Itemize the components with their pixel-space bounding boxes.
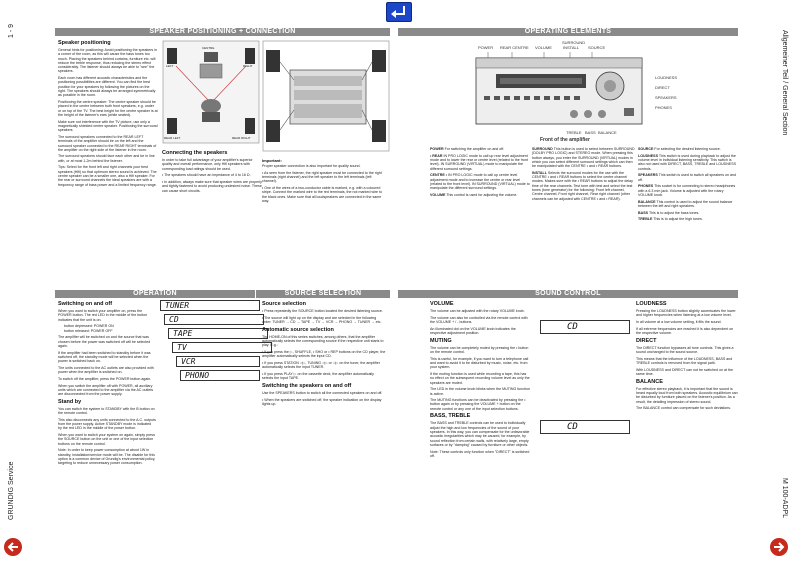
display-tape: TAPE <box>168 328 268 339</box>
previous-page-button[interactable] <box>4 538 22 556</box>
switch-paragraph: To switch off the amplifier, press the POWER button again. <box>58 376 152 381</box>
next-page-button[interactable] <box>770 538 788 556</box>
control-text: This is to adjust the bass tones. <box>648 210 700 215</box>
bass-treble-heading: BASS, TREBLE <box>430 413 471 420</box>
speaker-banner: SPEAKER POSITIONING + CONNECTION <box>55 28 390 36</box>
auto-paragraph: The HOME-ON of this series switches, among others, that the amplifier automatically selects the corresponding source if the respective unit starts to play. E.g.: <box>262 334 384 348</box>
controls-column-3 <box>638 147 738 277</box>
loudness-paragraph: If all extreme frequencies are reached it is also dependent on the respective volume. <box>636 326 734 335</box>
side-label-direct: DIRECT <box>655 85 670 90</box>
operating-banner: OPERATING ELEMENTS <box>398 28 738 36</box>
top-label-power: POWER <box>478 45 494 50</box>
control-text: This switch is used to switch all speakers on and off. <box>638 173 737 182</box>
connecting-speakers-column <box>162 148 262 228</box>
balance-heading: BALANCE <box>636 378 663 385</box>
speaker-paragraph: The surround speakers connected to the REAR LEFT terminals of the amplifier should be on the left and the surround speaker connected to the REAR RIGHT terminals of the amplifier on the right side of the listener in the room. <box>58 134 157 152</box>
operation-column <box>58 299 156 534</box>
control-name: BASS <box>638 210 648 215</box>
auto-paragraph: • If you press STATION ◁▷, TUNING ◁▷ or ◁▷ on the tuner, the amplifier automatically selects the input TUNER. <box>262 360 380 370</box>
left-page-number: 1 - 9 <box>8 23 15 38</box>
bass-paragraph: The BASS and TREBLE controls can be used to individually adjust the high and low frequencies of the sound of your speakers. In this way, you can compensate for the unfavorable acoustic irregularities which may be caused, for example, by sound reflection from certain walls, with relatively large, empty surfaces or by "damping" caused by furniture or other objects. <box>430 421 530 447</box>
figure-label-left: LEFT <box>166 64 174 68</box>
switch-paragraph: button depressed: POWER ON <box>64 324 114 329</box>
connecting-paragraph: • In addition, always make sure that speaker wires are properly and tightly fastened to avoid producing undesired noise. These can cause short circuits. <box>162 179 262 193</box>
auto-paragraph: • If you press PLAY ▷ on the cassette deck, the amplifier automatically selects the input TAPE. <box>262 371 374 381</box>
control-text: For switching the amplifier on and off. <box>444 147 505 151</box>
control-text: IN PRO LOGIC mode to call up rear level adjustment mode and to lower the rear or centre level (related to the front level). IN SURROUND (VIRTUAL) mode to manipulate the different surround settings. <box>430 153 528 171</box>
control-text: IN PRO LOGIC mode to call up centre level adjustment mode and to increase the centre or rear level (related to the front level). IN SURROUND (VIRTUAL) mode to manipulate the different surround settings. <box>430 173 530 191</box>
right-vertical-title: Allgemeiner Teil / General Section <box>781 30 788 136</box>
top-label-install: INSTALL <box>563 45 579 50</box>
front-caption: Front of the amplifier <box>540 137 590 143</box>
sound-display-left: CD <box>540 320 630 334</box>
important-paragraph: Proper speaker connection is also important for quality sound. <box>262 164 361 168</box>
speaker-paragraph: The surround speakers should face each other and be in line with, or at most 1-2m behind the listener. <box>58 154 155 163</box>
controls-column-1 <box>430 147 530 277</box>
auto-paragraph: • If you press the ▷, SHUFFLE, • SHO or • REP buttons on the CD player, the amplifier automatically selects the input CD. <box>262 349 386 359</box>
switch-paragraph: When you want to switch your amplifier on, press the POWER button. The red LED in the middle of the button indicates that the unit is on. <box>58 309 148 322</box>
direct-paragraph: With LOUDNESS and DIRECT can not be switched on at the same time. <box>636 367 734 376</box>
display-phono: PHONO <box>180 370 260 381</box>
source-heading: Source selection <box>262 301 307 307</box>
balance-paragraph: For effective stereo playback, it is important that the sound is heard equally loud from both speakers. Acoustic equilibrium can be disturbed by furniture placed on the listener's position. As a result, the detailing impression of stereo sound. <box>636 386 738 404</box>
speakers-paragraph: • When the speakers are switched off, the speaker indication on the display lights up. <box>262 397 382 406</box>
figure-label-right: RIGHT <box>243 64 253 68</box>
balance-paragraph: The BALANCE control can compensate for such deviations. <box>636 406 732 411</box>
important-column <box>262 156 386 236</box>
back-button[interactable] <box>386 2 412 22</box>
muting-paragraph: This is useful, for example, if you want to turn a telephone call and want to avoid it to be disturbed by music, noise, etc. from your system. <box>430 356 529 370</box>
right-footer: M 100-ADPL <box>781 478 788 519</box>
control-name: TREBLE <box>638 217 653 222</box>
volume-paragraph: An illuminated dot on the VOLUME knob indicates the respective adjustment position. <box>430 326 516 335</box>
bottom-label-treble: TREBLE <box>566 130 582 135</box>
control-name: SPEAKERS <box>638 173 658 178</box>
return-arrow-icon <box>387 3 411 21</box>
control-text: This is to adjust the high tones. <box>653 217 703 222</box>
sound-banner: SOUND CONTROL <box>398 290 738 298</box>
control-name: • REAR <box>430 153 443 158</box>
volume-paragraph: The volume can also be controlled via the remote control with the VOLUME + / - buttons. <box>430 315 528 324</box>
figure-label-rear-right: REAR RIGHT <box>232 136 251 140</box>
side-label-speakers: SPEAKERS <box>655 95 677 100</box>
important-paragraph: • One of the wires of a two-conductor cable is marked, e.g. with a coloured stripe. Connect the marked wire to the red terminals, the not marked wire to the black ones. Make sure that all loudspeakers are connected in the same way. <box>262 185 383 203</box>
operation-banner: OPERATION <box>55 290 255 298</box>
display-tuner: TUNER <box>160 300 260 311</box>
speaker-positioning-column <box>58 38 158 278</box>
control-text: This socket is for connecting to stereo headphones with a 6.3 mm jack. Volume is adjusted with the rotary VOLUME knob. <box>638 184 736 197</box>
control-name: SOURCE <box>638 147 654 151</box>
important-paragraph: • As seen from the listener, the right speaker must be connected to the right terminals (right channel) and the left speaker to the left terminals (left channel). <box>262 170 382 184</box>
control-text: For selecting the desired listening source. <box>654 147 721 151</box>
switch-paragraph: When you switch the amplifier off with POWER, all auxiliary units which are connected to the amplifier via the AC outlets are disconnected from the power supply. <box>58 383 154 397</box>
control-name: CENTRE • <box>430 173 448 178</box>
connecting-paragraph: • The speakers should have an impedance of 4 to 16 Ω. <box>162 173 251 178</box>
sound-right-column <box>636 299 738 534</box>
direct-paragraph: The DIRECT function bypasses all tone controls. This gives a sound unchanged to the sound source. <box>636 345 734 354</box>
control-name: PHONES <box>638 184 654 189</box>
control-text: This control is used for adjusting the volume. <box>446 192 518 197</box>
switch-paragraph: The units connected to the AC outlets are also provided with power when the amplifier is switched on. <box>58 365 154 375</box>
figure-label-rear-left: REAR LEFT <box>164 136 181 140</box>
display-tv: TV <box>172 342 272 353</box>
top-label-volume: VOLUME <box>535 45 552 50</box>
speaker-paragraph: Tips: Select for the front left and right channels your best speakers (Hifi) so that optimum stereo sound is achieved. The centre speaker can be a smaller one, also a Hifi speaker. For the rear or surround channels the ideal speakers are with a frequency range of bass power and a limited frequency range. <box>58 165 157 187</box>
side-label-phones: PHONES <box>655 105 672 110</box>
control-name: BALANCE <box>638 199 656 204</box>
bottom-label-balance: BALANCE <box>598 130 617 135</box>
source-column <box>262 299 386 534</box>
controls-column-2 <box>532 147 636 277</box>
muting-heading: MUTING <box>430 337 452 344</box>
direct-paragraph: This means that the influence of the LOUDNESS, BASS and TREBLE controls is removed from the signal path. <box>636 356 733 365</box>
standby-paragraph: This also disconnects any units connected to the A.C. outputs from the power supply. Active STANDBY mode is indicated by the red LED in the middle of the power button. <box>58 417 156 431</box>
standby-heading: Stand by <box>58 398 82 405</box>
speaker-room-figure <box>162 40 260 144</box>
display-cd: CD <box>164 314 264 325</box>
connecting-paragraph: In order to take full advantage of your amplifier's superior quality and overall performance, only Hifi speakers with corresponding load ratings should be used. <box>162 158 253 171</box>
side-label-loudness: LOUDNESS <box>655 75 678 80</box>
speaker-paragraph: General hints for positioning: Avoid positioning the speakers in a corner of the room, as this will cause the bass tones too much. Placing the speakers behind curtains, furniture etc. will reduce the treble response, thus reducing the stereo effect considerably. The listener should always be able to "see" the speakers. <box>58 48 158 74</box>
bottom-label-bass: BASS <box>585 130 596 135</box>
figure-label-centre: CENTRE <box>202 46 215 50</box>
volume-paragraph: The volume can be adjusted with the rotary VOLUME knob. <box>430 309 525 313</box>
switch-paragraph: The amplifier will be switched on and the source that was chosen before the power was switched off will be selected again. <box>58 335 151 348</box>
sound-left-column <box>430 299 530 534</box>
amplifier-front-figure <box>474 52 644 130</box>
control-text: This button is used to select between SURROUND (DOLBY PRO LOGIC) and STEREO mode. When pressing this button always, you enter the SURROUND (VIRTUAL) modes in which you can select different surround settings which can then be manipulated with the CENTRE • and • REAR buttons. <box>532 147 635 169</box>
connecting-heading: Connecting the speakers <box>162 150 228 156</box>
source-paragraph: • The source will light up on the display and are selected in the following order: TUNER → CD → TAPE → TV → VCR → PHONO → TUNER → etc. <box>262 315 382 324</box>
muting-paragraph: The LED in the volume knob blinks when the MUTING function is active. <box>430 387 530 396</box>
speakers-paragraph: Use the SPEAKERS button to switch all the connected speakers on and off. <box>262 390 383 395</box>
muting-paragraph: The volume can be completely muted by pressing the • button on the remote control. <box>430 345 529 354</box>
speaker-positioning-heading: Speaker positioning <box>58 40 111 46</box>
standby-paragraph: You can switch the system to STANDBY with the B button on the remote control. <box>58 406 155 416</box>
loudness-paragraph: Pressing the LOUDNESS button slightly accentuates the lower and higher frequencies when listening at a low volume level. <box>636 309 736 318</box>
top-label-source: SOURCE <box>588 45 606 50</box>
control-text: Selects the surround modes for the use with the CENTRE • and • REAR buttons to select the centre channel modes. Makes sure with the • REAR buttons to adjust the delay time of the rear channels. Test tone with test and select the test tones (tone generator) for the following: Front left channel, Centre channel, Front right channel, Rear right channel (other channels can be adjusted with CENTRE • and • REAR). <box>532 170 633 201</box>
switch-paragraph: button released: POWER OFF <box>64 328 113 333</box>
standby-paragraph: Note: In order to keep power consumption at about 1W in standby, installation/service mode will be. The disable for this option is a common device of Grundig's environmental policy, targeting to reduce unnecessary power consumption. <box>58 448 156 466</box>
control-text: This control is used to adjust the sound balance between the left and right speakers. <box>638 199 733 208</box>
muting-paragraph: If the muting function is used while recording a tape, this has no effect on the subsequent recording volume level as only the speakers are muted. <box>430 371 530 385</box>
loudness-heading: LOUDNESS <box>636 301 667 307</box>
direct-heading: DIRECT <box>636 337 657 344</box>
display-vcr: VCR <box>176 356 260 367</box>
surround-label: SURROUND <box>562 40 586 45</box>
sound-display-right: CD <box>540 420 630 434</box>
arrow-left-icon <box>7 541 19 553</box>
control-text: This switch is used during playback to adjust the volume level in individual listening sensitivity. This switch is also not used with DIRECT, BASS, TREBLE and LOUDNESS controls. <box>638 153 737 171</box>
left-footer: GRUNDIG Service <box>8 461 15 520</box>
important-heading: Important: <box>262 158 282 163</box>
top-label-rear-centre: REAR CENTRE <box>500 45 529 50</box>
source-display-stack <box>160 300 260 410</box>
speaker-paragraph: Positioning the centre speaker: The centre speaker should be placed in the centre between both front speakers, e.g. under or on top of the TV. The best height for the centre speaker is at the height of the listener's ears (while seated). <box>58 100 158 117</box>
control-name: POWER <box>430 147 444 151</box>
speaker-paragraph: Each room has different acoustic characteristics and the positioning possibilities are different. You can find the best position for your speakers by following the pictures on the right. The speakers should always be arranged symmetrically as possible in the room. <box>58 76 156 98</box>
arrow-right-icon <box>773 541 785 553</box>
speaker-paragraph: Make sure not interference with the TV picture, use only a magnetically shielded centre speaker. Positioning the surround speakers <box>58 119 158 133</box>
muting-paragraph: The MUTING functions can be deactivated by pressing the • button again or by pressing the VOLUME + button on the remote control or any one of the input selection buttons. <box>430 398 526 411</box>
standby-paragraph: When you want to switch your system on again, simply press the SOURCE button on the unit or one of the input selection buttons on the remote control. <box>58 433 155 446</box>
speakers-switch-heading: Switching the speakers on and off <box>262 382 352 389</box>
control-name: LOUDNESS <box>638 153 658 158</box>
control-name: VOLUME <box>430 192 446 197</box>
rear-panel-figure <box>262 40 390 152</box>
source-banner: SOURCE SELECTION <box>256 290 390 298</box>
auto-source-heading: Automatic source selection <box>262 326 334 333</box>
control-name: INSTALL <box>532 170 547 175</box>
switching-heading: Switching on and off <box>58 301 113 307</box>
switch-paragraph: If the amplifier had been switched to standby before it was switched off, the standby mode will be selected when the power is switched back on. <box>58 350 151 364</box>
volume-heading: VOLUME <box>430 301 454 307</box>
loudness-paragraph: In all volume at a low volume setting, it fills the sound. <box>636 319 722 324</box>
control-name: SURROUND <box>532 147 553 151</box>
bass-paragraph: Note: These controls only function when "DIRECT" is switched off. <box>430 449 530 458</box>
source-paragraph: • Press repeatedly the SOURCE button located the desired listening source. <box>262 309 383 313</box>
